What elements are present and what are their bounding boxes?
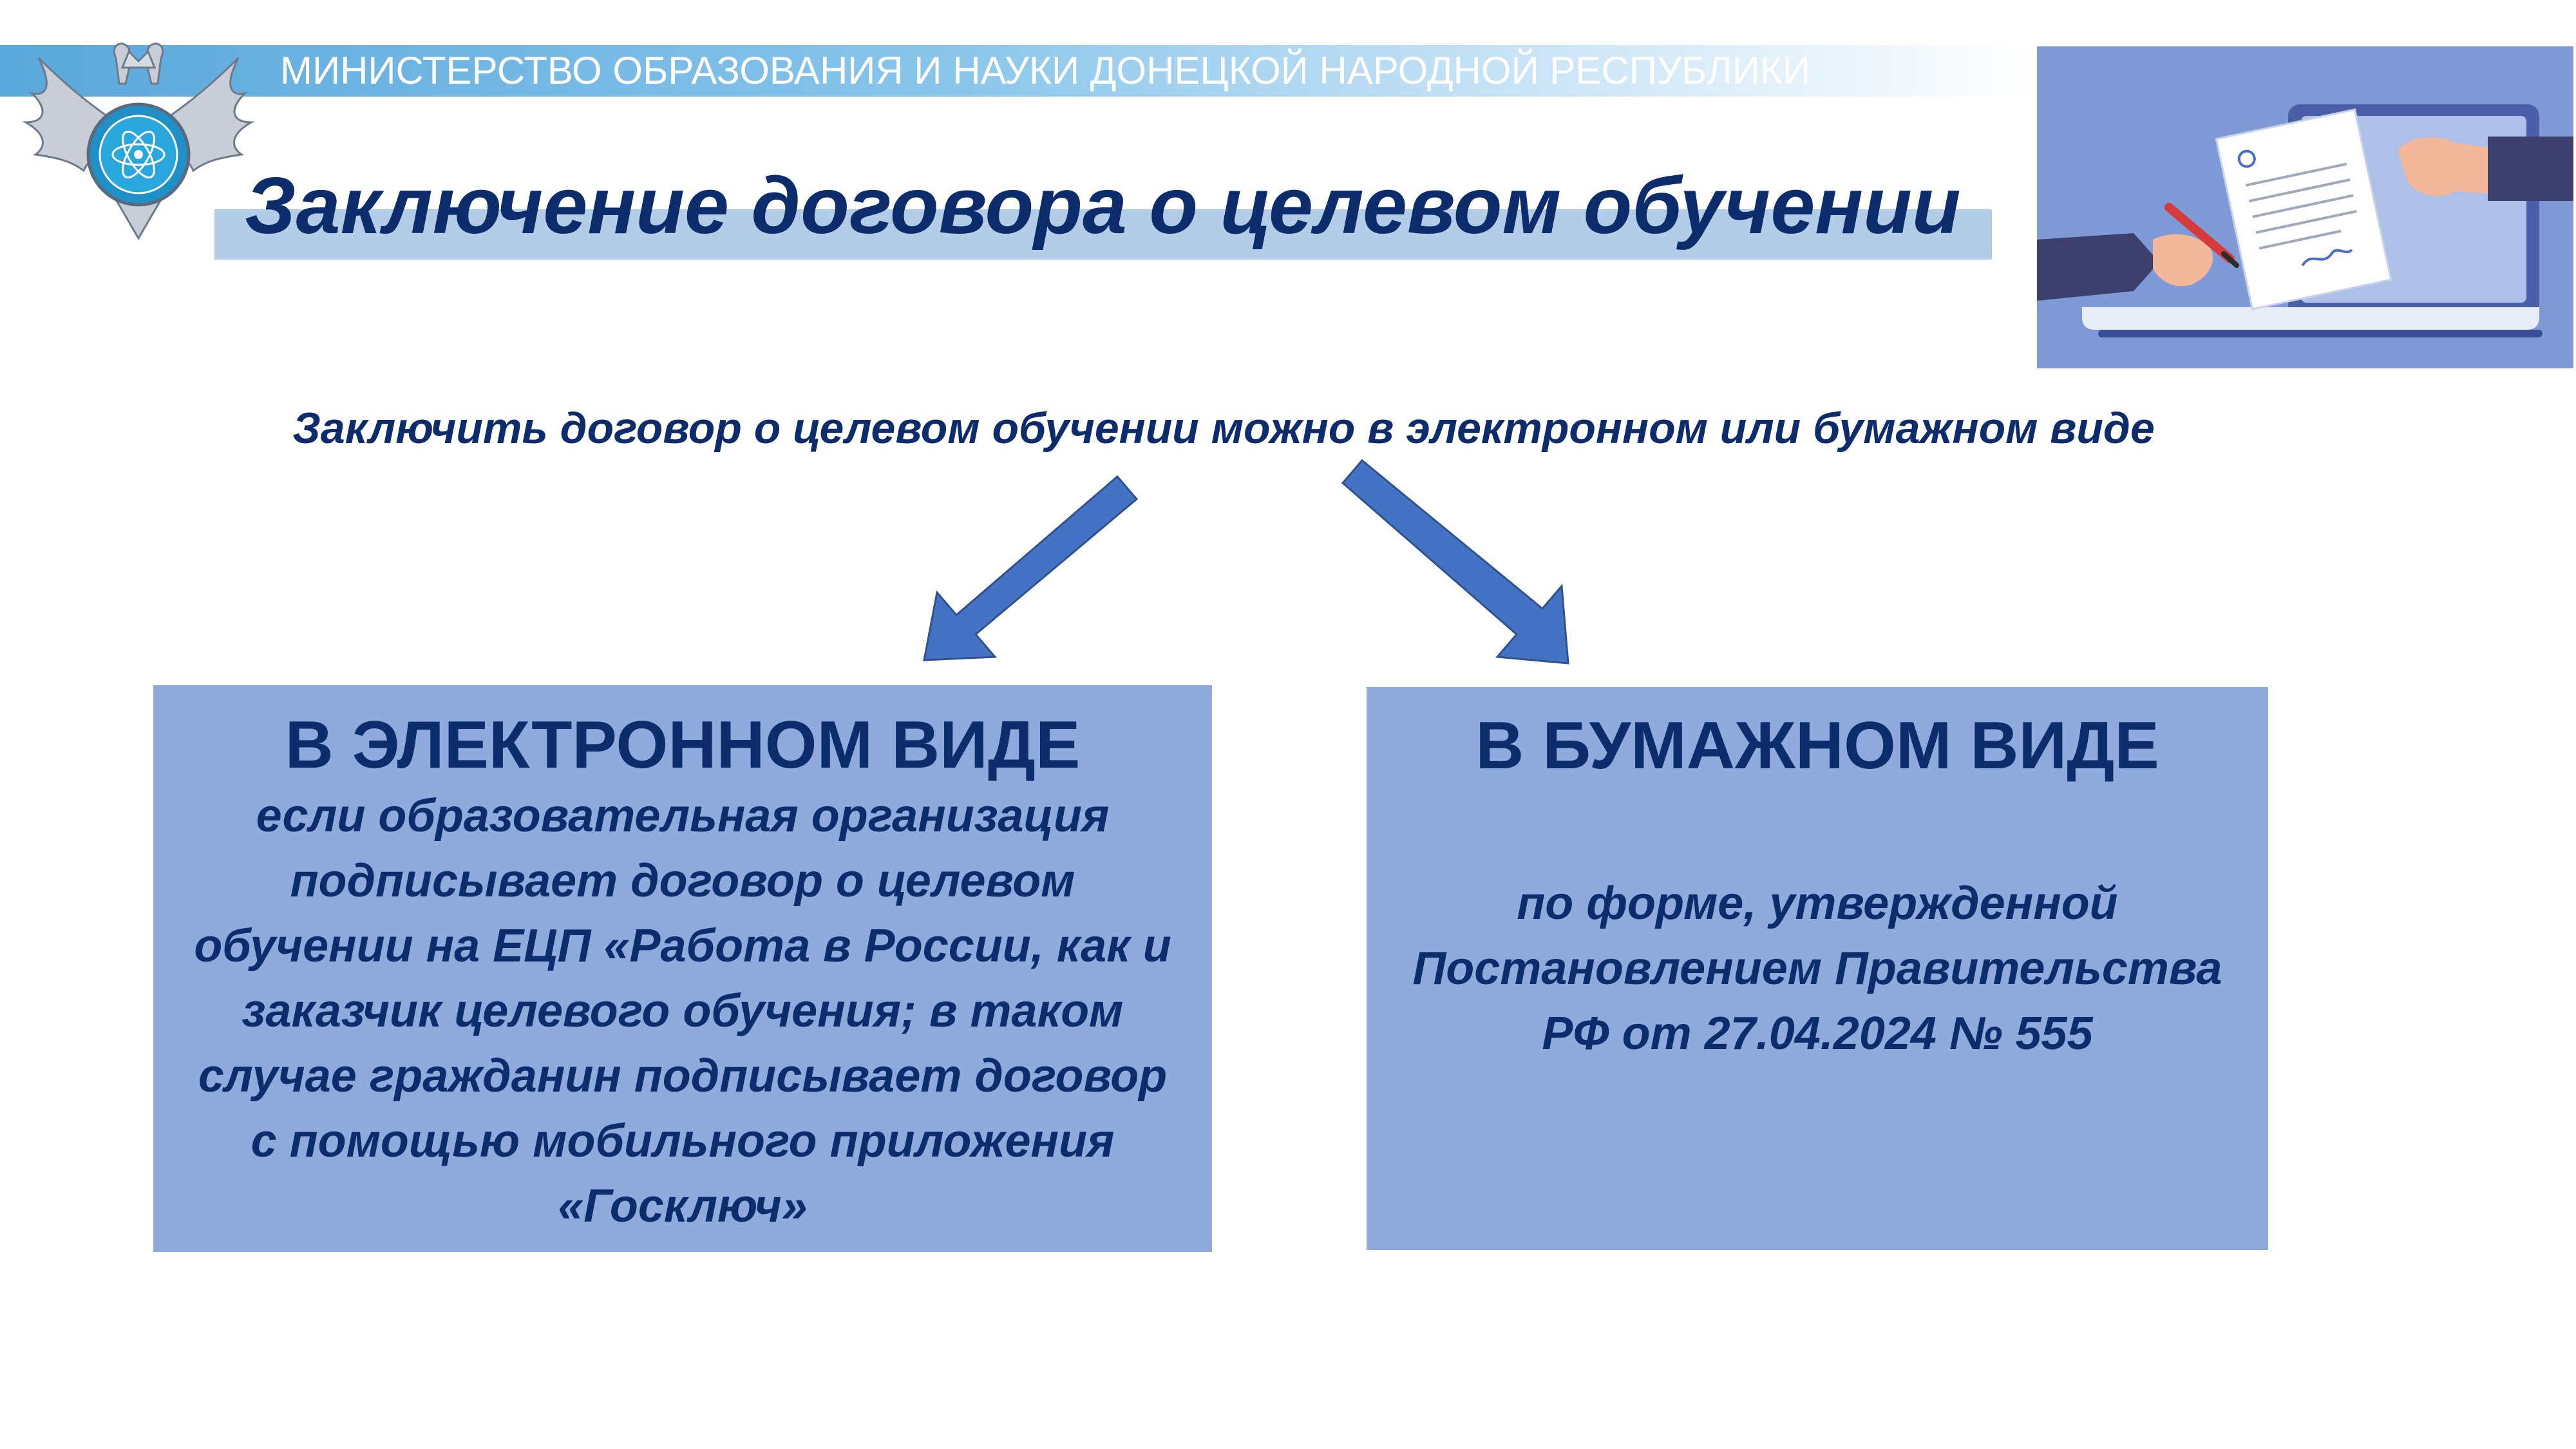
electronic-description (174, 784, 1191, 1239)
page-title: Заключение договора о целевом обучении (245, 162, 1961, 251)
electronic-line: случае гражданин подписывает договор (198, 1050, 1168, 1102)
electronic-form-box (153, 685, 1212, 1252)
paper-form-box (1367, 687, 2268, 1250)
electronic-line: «Госключ» (558, 1180, 808, 1232)
ministry-header-text: МИНИСТЕРСТВО ОБРАЗОВАНИЯ И НАУКИ ДОНЕЦКОЙ НАРОДНОЙ РЕСПУБЛИКИ (280, 49, 1810, 92)
laptop-contract-signing-icon (2037, 46, 2573, 368)
electronic-line: заказчик целевого обучения; в таком (242, 985, 1124, 1037)
paper-line: РФ от 27.04.2024 № 555 (1542, 1008, 2093, 1059)
subtitle: Заключить договор о целевом обучении можно в электронном или бумажном виде (292, 404, 2155, 453)
electronic-line: с помощью мобильного приложения (251, 1115, 1115, 1167)
electronic-line: если образовательная организация (256, 790, 1110, 842)
paper-heading: В БУМАЖНОМ ВИДЕ (1475, 708, 2159, 783)
arrow-right-icon (1343, 460, 1568, 663)
paper-line: Постановлением Правительства (1412, 943, 2222, 994)
arrow-left-icon (924, 477, 1137, 660)
electronic-line: обучении на ЕЦП «Работа в России, как и (194, 920, 1171, 972)
paper-description (1386, 871, 2249, 1066)
electronic-line: подписывает договор о целевом (290, 855, 1075, 907)
electronic-heading: В ЭЛЕКТРОННОМ ВИДЕ (285, 708, 1081, 782)
paper-line: по форме, утвержденной (1517, 878, 2118, 929)
